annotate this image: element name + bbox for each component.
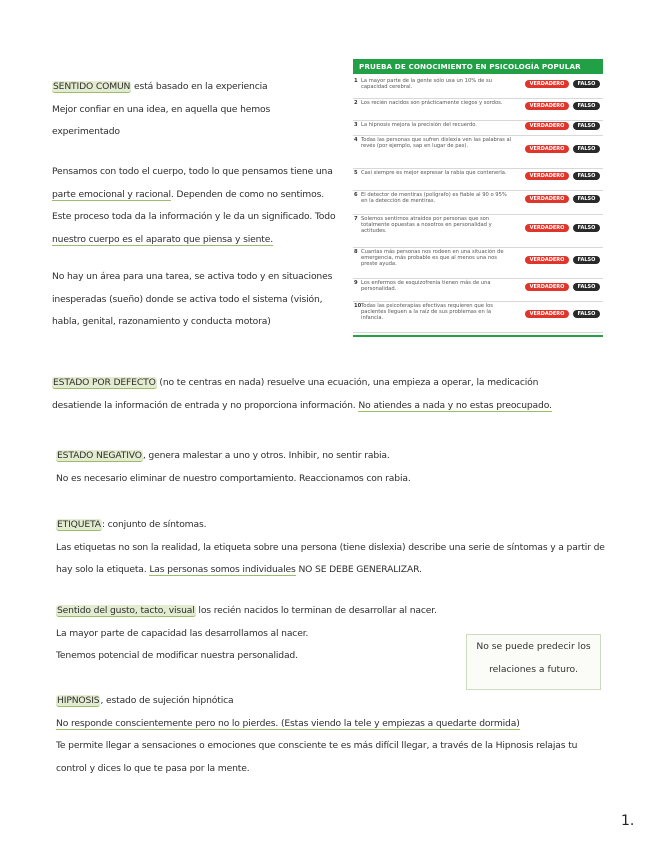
false-button[interactable]: FALSO	[573, 224, 600, 232]
false-button[interactable]: FALSO	[573, 122, 600, 130]
true-button[interactable]: VERDADERO	[525, 122, 569, 130]
term-sentido-comun: SENTIDO COMUN	[53, 81, 131, 92]
popular-psychology-quiz	[353, 59, 603, 337]
page-number: 1.	[621, 813, 635, 829]
hipnosis-block: HIPNOSIS, estado de sujeción hipnótica No responde conscientemente pero no lo pierdes. (Estas viendo la tele y empiezas a quedarte dormida) Te permite llegar a sensaciones o emociones que consciente te es más difícil llegar, a través de la Hipnosis relajas tu control y dices lo que te pasa por la mente.	[56, 695, 578, 774]
term-hipnosis: HIPNOSIS	[57, 695, 100, 706]
true-button[interactable]: VERDADERO	[525, 310, 569, 318]
quiz-item-text: Todas las psicoterapias efectivas requieren que los pacientes lleguen a la raíz de sus problemas en la infancia.	[361, 303, 493, 322]
pensamiento-cuerpo-block: Pensamos con todo el cuerpo, todo lo que pensamos tiene una parte emocional y racional. Dependen de como no sentimos. Este proceso toda da la información y le da un significado. Todo nuestro cuerpo es el aparato que piensa y siente.	[52, 166, 336, 245]
estado-defecto-block: ESTADO POR DEFECTO (no te centras en nada) resuelve una ecuación, una empieza a operar, la medicación desatiende la información de entrada y no proporciona información. No atiendes a nada y no estas preocupado.	[52, 377, 552, 411]
false-button[interactable]: FALSO	[573, 310, 600, 318]
quiz-item-text: La mayor parte de la gente sólo usa un 10% de su capacidad cerebral.	[361, 78, 492, 91]
false-button[interactable]: FALSO	[573, 102, 600, 110]
quiz-item-text: Todas las personas que sufren dislexia ven las palabras al revés (por ejemplo, sap en lugar de pas).	[361, 137, 512, 150]
true-button[interactable]: VERDADERO	[525, 224, 569, 232]
false-button[interactable]: FALSO	[573, 145, 600, 153]
false-button[interactable]: FALSO	[573, 195, 600, 203]
quiz-item	[353, 190, 603, 215]
etiqueta-block: ETIQUETA: conjunto de síntomas. Las etiquetas no son la realidad, la etiqueta sobre una persona (tiene dislexia) describe una serie de síntomas y a partir de hay solo la etiqueta. Las personas somos individuales NO SE DEBE GENERALIZAR.	[56, 519, 605, 575]
quiz-item	[353, 214, 603, 248]
quiz-item-text: Solemos sentirnos atraídos por personas que son totalmente opuestas a nosotros en personalidad y actitudes.	[361, 216, 492, 235]
estado-negativo-block: ESTADO NEGATIVO, genera malestar a uno y otros. Inhibir, no sentir rabia. No es necesario eliminar de nuestro comportamiento. Reaccionamos con rabia.	[56, 450, 411, 484]
term-estado-defecto: ESTADO POR DEFECTO	[53, 377, 156, 388]
true-button[interactable]: VERDADERO	[525, 283, 569, 291]
true-button[interactable]: VERDADERO	[525, 195, 569, 203]
sentidos-block: Sentido del gusto, tacto, visual los recién nacidos lo terminan de desarrollar al nacer. La mayor parte de capacidad las desarrollamos al nacer. Tenemos potencial de modificar nuestra personalidad.	[56, 605, 437, 661]
quiz-item	[353, 247, 603, 279]
quiz-item-text: Los recién nacidos son prácticamente ciegos y sordos.	[361, 100, 503, 106]
quiz-item	[353, 278, 603, 302]
quiz-item	[353, 76, 603, 99]
quiz-item-number: 4	[354, 137, 358, 143]
true-button[interactable]: VERDADERO	[525, 80, 569, 88]
quiz-item-number: 5	[354, 170, 358, 176]
quiz-item-text: Cuantas más personas nos rodeen en una situación de emergencia, más probable es que al menos una nos preste ayuda.	[361, 249, 504, 268]
quiz-title: PRUEBA DE CONOCIMIENTO EN PSICOLOGÍA POPULAR	[353, 59, 603, 74]
term-sentidos: Sentido del gusto, tacto, visual	[57, 605, 195, 616]
callout-box: No se puede predecir los relaciones a futuro.	[466, 634, 601, 690]
false-button[interactable]: FALSO	[573, 80, 600, 88]
term-etiqueta: ETIQUETA	[57, 519, 101, 530]
false-button[interactable]: FALSO	[573, 172, 600, 180]
quiz-item-text: El detector de mentiras (polígrafo) es fiable al 90 o 95% en la detección de mentiras.	[361, 192, 507, 205]
true-button[interactable]: VERDADERO	[525, 145, 569, 153]
true-button[interactable]: VERDADERO	[525, 172, 569, 180]
quiz-item-number: 2	[354, 100, 358, 106]
true-button[interactable]: VERDADERO	[525, 256, 569, 264]
quiz-item	[353, 98, 603, 121]
term-estado-negativo: ESTADO NEGATIVO	[57, 450, 142, 461]
quiz-item-number: 6	[354, 192, 358, 198]
quiz-item-number: 8	[354, 249, 358, 255]
quiz-item-number: 7	[354, 216, 358, 222]
quiz-item-text: Casi siempre es mejor expresar la rabia que contenerla.	[361, 170, 507, 176]
false-button[interactable]: FALSO	[573, 283, 600, 291]
quiz-item-number: 1	[354, 78, 358, 84]
quiz-item	[353, 168, 603, 191]
false-button[interactable]: FALSO	[573, 256, 600, 264]
sentido-comun-block: SENTIDO COMUN está basado en la experiencia Mejor confiar en una idea, en aquella que hemos experimentado	[52, 81, 271, 137]
quiz-item-text: La hipnosis mejora la precisión del recuerdo.	[361, 122, 478, 128]
quiz-item	[353, 120, 603, 136]
quiz-item-number: 10	[354, 303, 362, 309]
area-activacion-block: No hay un área para una tarea, se activa todo y en situaciones inesperadas (sueño) donde se activa todo el sistema (visión, habla, genital, razonamiento y conducta motora)	[52, 271, 333, 327]
quiz-item-number: 3	[354, 122, 358, 128]
quiz-item-number: 9	[354, 280, 358, 286]
true-button[interactable]: VERDADERO	[525, 102, 569, 110]
quiz-item-text: Los enfermos de esquizofrenia tienen más de una personalidad.	[361, 280, 491, 293]
quiz-item	[353, 135, 603, 169]
quiz-item	[353, 301, 603, 333]
